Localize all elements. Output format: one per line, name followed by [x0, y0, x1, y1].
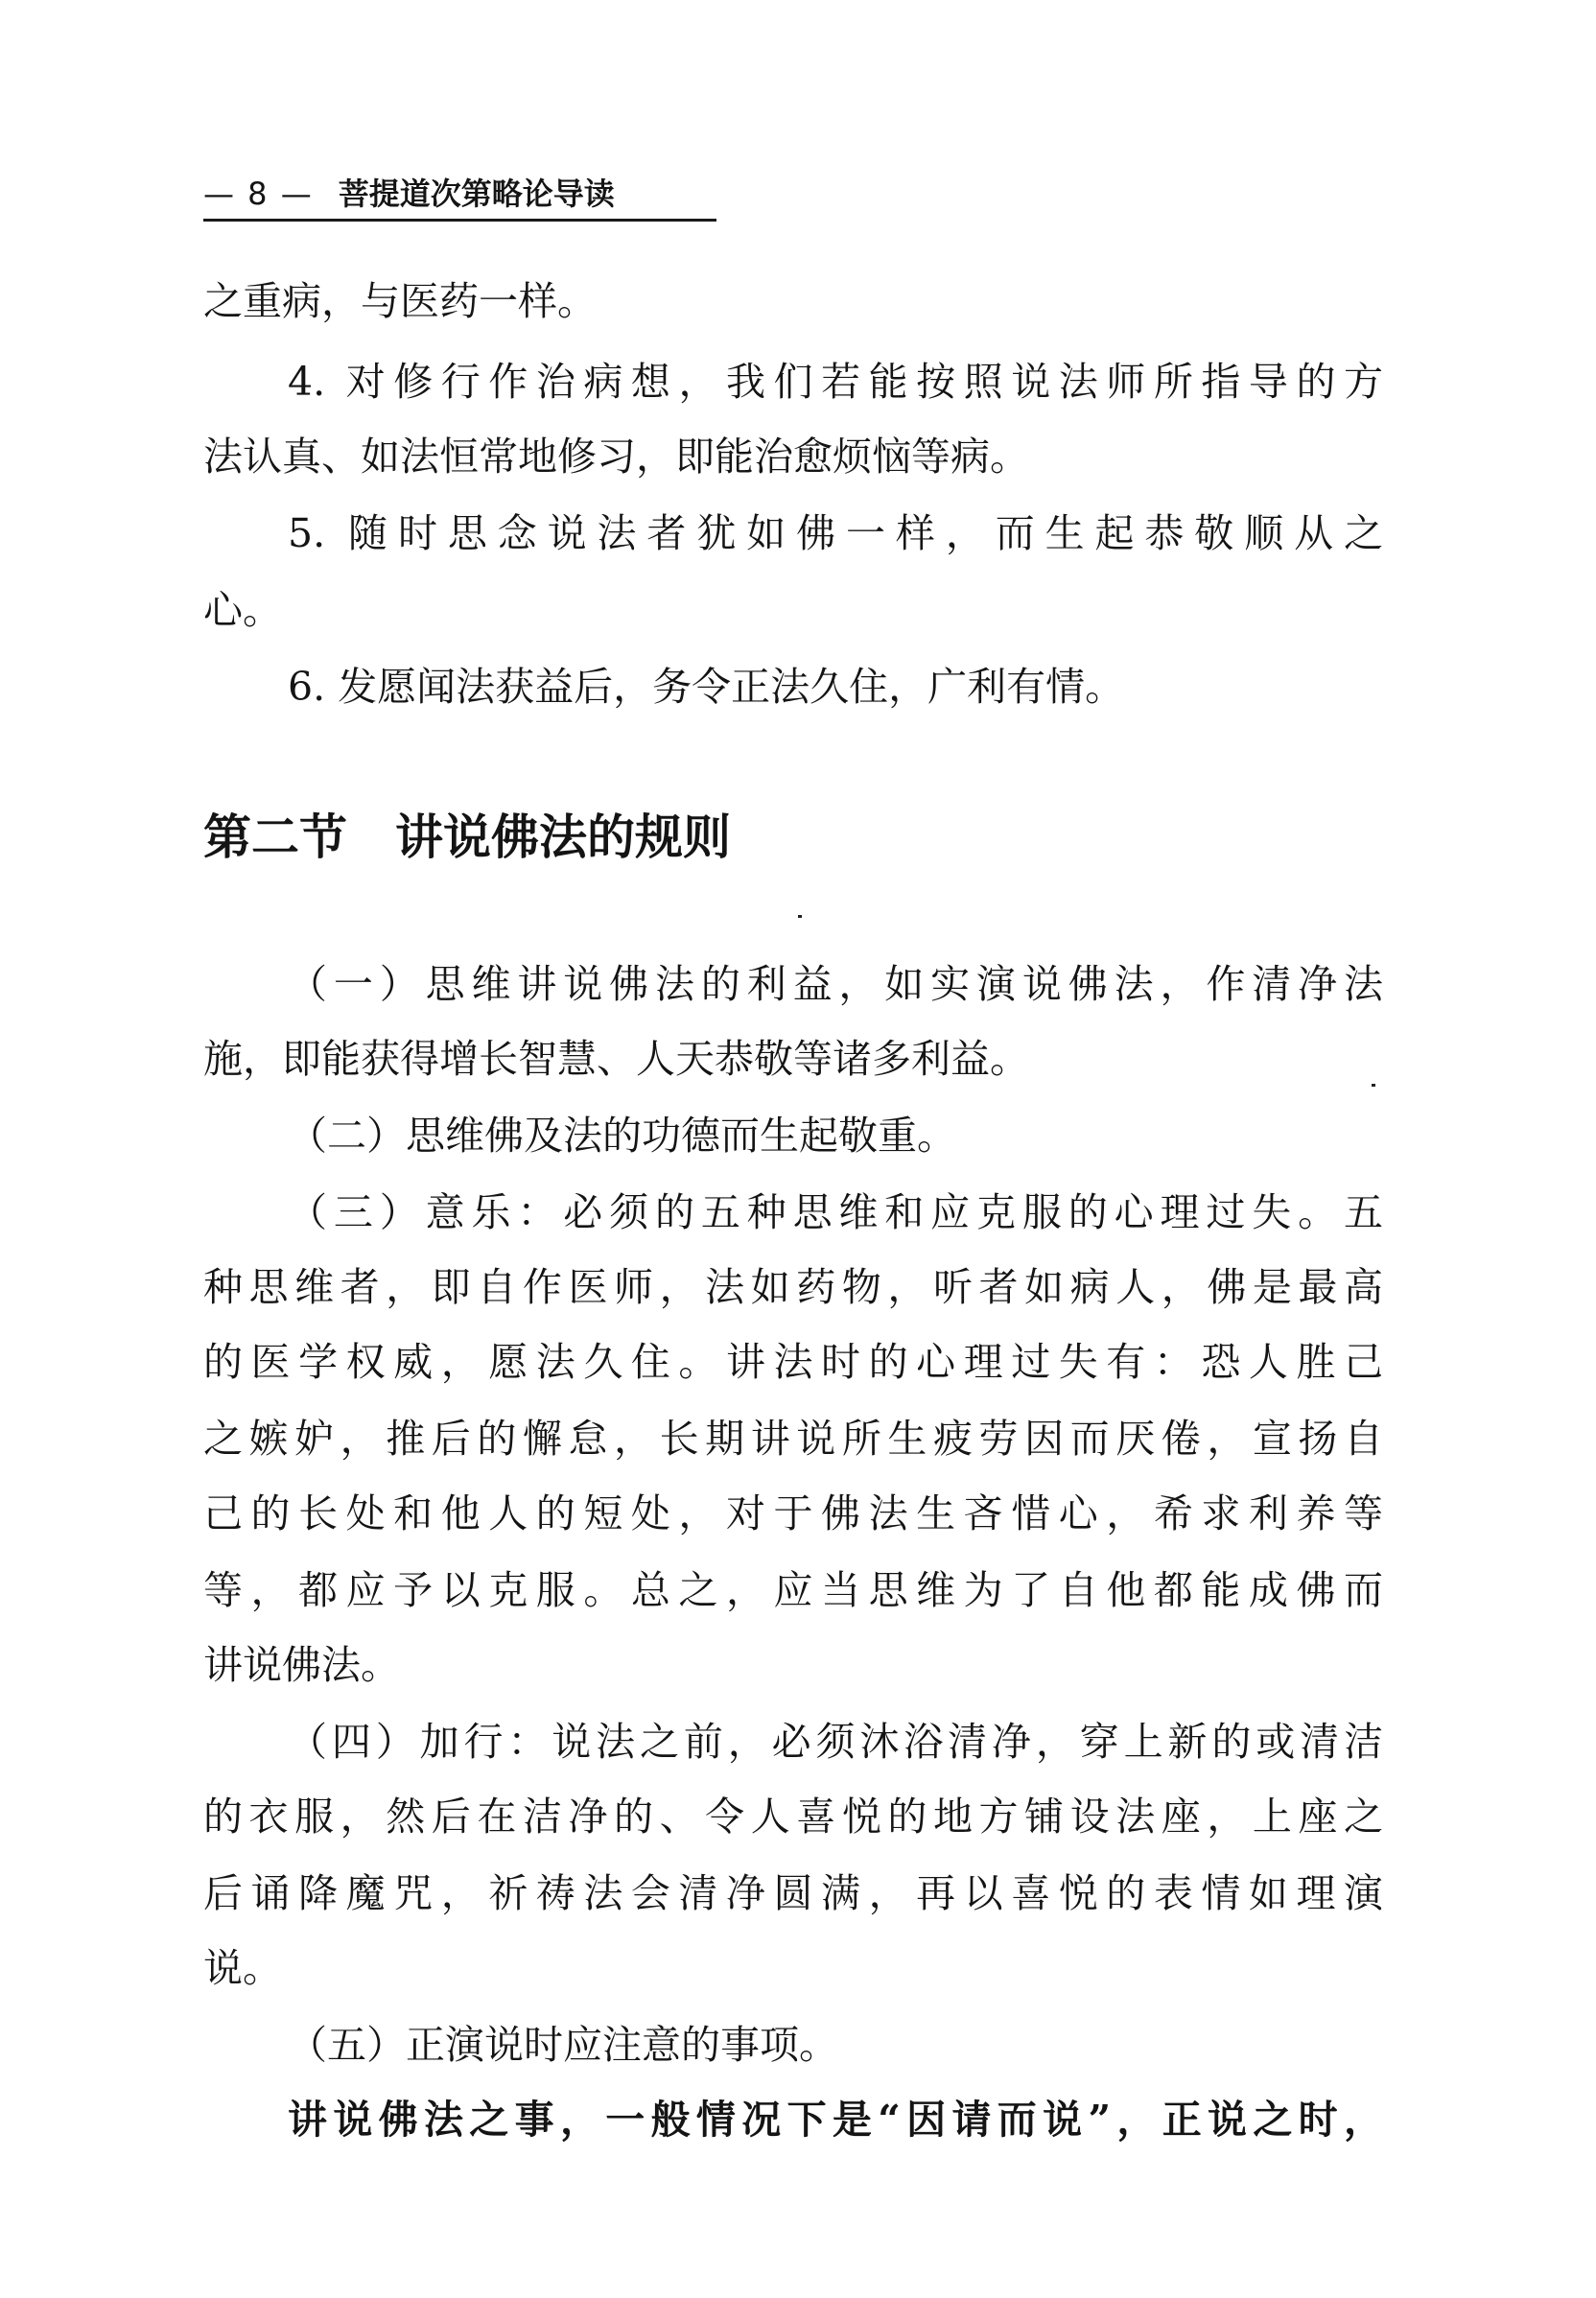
paragraph-line: （二）思维佛及法的功德而生起敬重。	[288, 1113, 956, 1159]
book-title: 菩提道次第略论导读	[338, 176, 615, 212]
list-item-4: 4. 对修行作治病想，我们若能按照说法师所指导的方	[288, 359, 1383, 405]
scan-speck	[1372, 1084, 1375, 1087]
paragraph-line: 讲说佛法之事，一般情况下是“因请而说”，正说之时，	[288, 2097, 1383, 2143]
paragraph-line: 的衣服，然后在洁净的、令人喜悦的地方铺设法座，上座之	[203, 1794, 1383, 1840]
paragraph-line: 后诵降魔咒，祈祷法会清净圆满，再以喜悦的表情如理演	[203, 1870, 1383, 1916]
section-number: 第二节	[203, 809, 347, 865]
paragraph-line: （三）意乐：必须的五种思维和应克服的心理过失。五	[288, 1189, 1383, 1235]
paragraph-line: 施，即能获得增长智慧、人天恭敬等诸多利益。	[203, 1036, 1029, 1082]
paragraph-line: （五）正演说时应注意的事项。	[288, 2022, 838, 2068]
paragraph-line: 等，都应予以克服。总之，应当思维为了自他都能成佛而	[203, 1567, 1383, 1613]
text-line: 心。	[203, 587, 282, 633]
paragraph-line: 的医学权威，愿法久住。讲法时的心理过失有：恐人胜己	[203, 1339, 1383, 1385]
list-item-5: 5. 随时思念说法者犹如佛一样，而生起恭敬顺从之	[288, 510, 1383, 556]
paragraph-line: 讲说佛法。	[203, 1642, 400, 1688]
paragraph-line: （四）加行：说法之前，必须沐浴清净，穿上新的或清洁	[288, 1719, 1383, 1765]
paragraph-line: 之嫉妒，推后的懈怠，长期讲说所生疲劳因而厌倦，宣扬自	[203, 1416, 1383, 1462]
paragraph-line: 说。	[203, 1945, 282, 1991]
list-item-6: 6. 发愿闻法获益后，务令正法久住，广利有情。	[288, 664, 1125, 710]
scan-speck	[798, 915, 802, 918]
section-title: 讲说佛法的规则	[395, 809, 731, 865]
paragraph-line: （一）思维讲说佛法的利益，如实演说佛法，作清净法	[288, 961, 1383, 1007]
text-line: 之重病，与医药一样。	[203, 278, 597, 324]
text-line: 法认真、如法恒常地修习，即能治愈烦恼等病。	[203, 434, 1029, 480]
paragraph-line: 种思维者，即自作医师，法如药物，听者如病人，佛是最高	[203, 1264, 1383, 1310]
paragraph-line: 己的长处和他人的短处，对于佛法生吝惜心，希求利养等	[203, 1490, 1383, 1536]
section-heading	[203, 804, 731, 871]
page-number: — 8 —	[203, 176, 314, 212]
running-header	[203, 171, 716, 222]
